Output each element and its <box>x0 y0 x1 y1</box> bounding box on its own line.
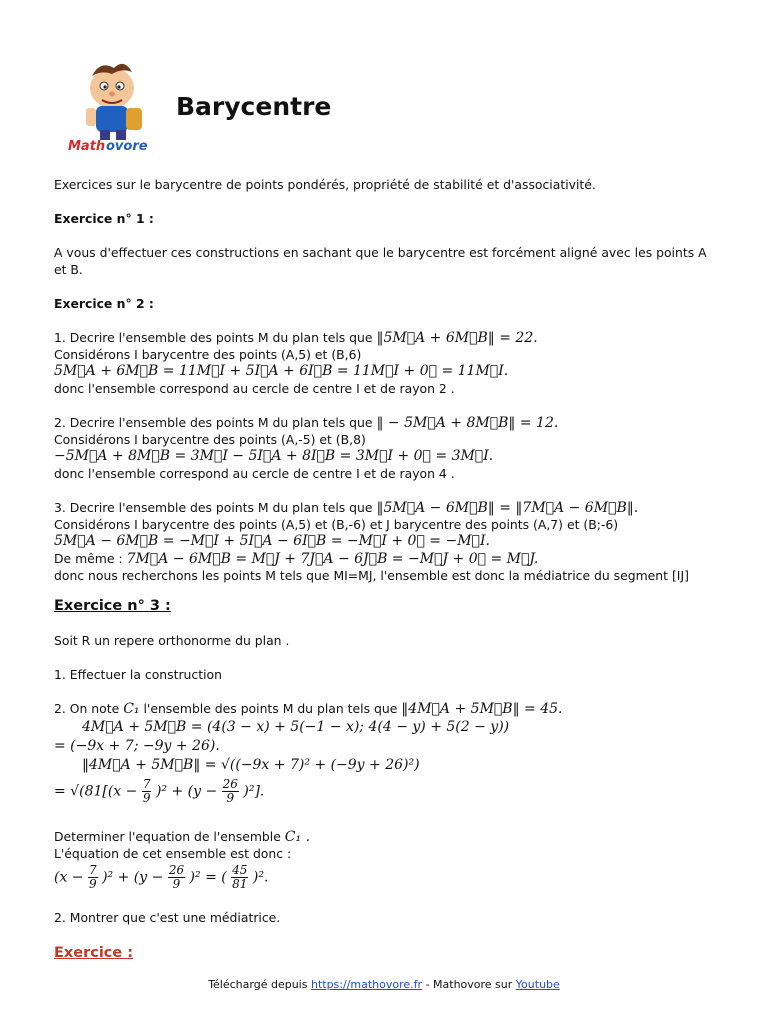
ex3-step2-c1: C₁ <box>123 701 140 717</box>
ex2-q1-considered: Considérons I barycentre des points (A,5) et (B,6) <box>54 347 362 362</box>
ex2-q2-line <box>54 414 558 432</box>
ex3-step2-condition: ‖4M⃗A + 5M⃗B‖ = 45. <box>401 701 563 717</box>
ex2-q2-calculation: −5M⃗A + 8M⃗B = 3M⃗I − 5I⃗A + 8I⃗B = 3M⃗I + 0⃗ = 3M⃗I. <box>54 448 494 464</box>
page-title: Barycentre <box>176 92 332 121</box>
eqf-part-b: )² + (y − <box>102 869 164 886</box>
ex3-final-equation <box>54 864 268 891</box>
ex2-q1-prefix: 1. Decrire l'ensemble des points M du plan tels que <box>54 330 373 345</box>
ex2-q3-prefix: 3. Decrire l'ensemble des points M du plan tels que <box>54 500 373 515</box>
eqf-fraction-2-num: 26 <box>168 863 185 877</box>
eq4-fraction-2 <box>222 778 239 805</box>
footer-middle: - Mathovore sur <box>425 978 513 991</box>
footer-prefix: Téléchargé depuis <box>208 978 308 991</box>
eqf-fraction-2 <box>168 864 185 891</box>
eqf-fraction-2-den: 9 <box>172 877 181 891</box>
ex2-q2-prefix: 2. Decrire l'ensemble des points M du plan tels que <box>54 415 373 430</box>
eq4-fraction-2-den: 9 <box>226 791 235 805</box>
ex2-q1-condition: ‖5M⃗A + 6M⃗B‖ = 22. <box>376 330 538 346</box>
ex3-determine-c1: C₁ . <box>284 829 311 845</box>
ex3-step2-prefix: 2. On note <box>54 701 120 716</box>
exercise-3-heading: Exercice n° 3 : <box>54 598 171 614</box>
ex2-q1-conclusion: donc l'ensemble correspond au cercle de centre I et de rayon 2 . <box>54 381 455 396</box>
ex2-q3-same-line <box>54 550 538 568</box>
eqf-fraction-1-den: 9 <box>89 877 97 891</box>
exercise-1-text-line1: A vous d'effectuer ces constructions en sachant que le barycentre est forcément aligné avec les points A <box>54 245 707 260</box>
ex3-equation-4 <box>54 778 264 805</box>
intro-text: Exercices sur le barycentre de points pondérés, propriété de stabilité et d'associativité. <box>54 177 596 192</box>
ex2-q3-conclusion: donc nous recherchons les points M tels que MI=MJ, l'ensemble est donc la médiatrice du segment [IJ] <box>54 568 689 583</box>
ex3-equation-3: ‖4M⃗A + 5M⃗B‖ = √((−9x + 7)² + (−9y + 26)²) <box>82 757 420 773</box>
ex2-q3-same-calculation: 7M⃗A − 6M⃗B = M⃗J + 7J⃗A − 6J⃗B = −M⃗J + 0⃗ = M⃗J. <box>126 551 539 567</box>
svg-text:ovore: ovore <box>106 139 148 154</box>
ex2-q1-line <box>54 329 538 347</box>
ex2-q3-condition: ‖5M⃗A − 6M⃗B‖ = ‖7M⃗A − 6M⃗B‖. <box>376 500 639 516</box>
ex3-step3: 2. Montrer que c'est une médiatrice. <box>54 910 281 925</box>
exercise-2-heading: Exercice n° 2 : <box>54 296 154 311</box>
eqf-fraction-3-num: 45 <box>232 863 248 877</box>
exercise-1-text-line2: et B. <box>54 262 83 277</box>
ex2-q1-calculation: 5M⃗A + 6M⃗B = 11M⃗I + 5I⃗A + 6I⃗B = 11M⃗I + 0⃗ = 11M⃗I. <box>54 363 509 379</box>
eqf-part-a: (x − <box>54 869 84 886</box>
eq4-part-a: = √(81[(x − <box>54 783 138 800</box>
ex3-equation-intro: L'équation de cet ensemble est donc : <box>54 846 292 861</box>
eqf-part-d: )². <box>252 869 269 886</box>
eq4-fraction-1-den: 9 <box>142 791 151 805</box>
ex3-step2-line <box>54 700 563 718</box>
ex2-q2-considered: Considérons I barycentre des points (A,-5) et (B,8) <box>54 432 366 447</box>
ex3-step2-mid: l'ensemble des points M du plan tels que <box>143 701 398 716</box>
ex3-equation-1: 4M⃗A + 5M⃗B = (4(3 − x) + 5(−1 − x); 4(4 − y) + 5(2 − y)) <box>82 719 510 735</box>
ex3-determine-line <box>54 828 310 846</box>
eqf-fraction-3-den: 81 <box>232 877 248 891</box>
eqf-fraction-1 <box>88 864 98 891</box>
youtube-link[interactable]: Youtube <box>515 978 560 991</box>
eq4-fraction-2-num: 26 <box>222 777 238 791</box>
ex2-q2-condition: ‖ − 5M⃗A + 8M⃗B‖ = 12. <box>376 415 559 431</box>
ex2-q3-calculation: 5M⃗A − 6M⃗B = −M⃗I + 5I⃗A − 6I⃗B = −M⃗I + 0⃗ = −M⃗I. <box>54 533 490 549</box>
ex3-determine-text: Determiner l'equation de l'ensemble <box>54 829 281 844</box>
eq4-part-c: )²]. <box>243 783 265 800</box>
eq4-fraction-1-num: 7 <box>142 777 151 791</box>
ex3-equation-2: = (−9x + 7; −9y + 26). <box>54 738 220 754</box>
ex2-q3-same-prefix: De même : <box>54 551 123 566</box>
eqf-part-c: )² = ( <box>189 869 227 886</box>
eq4-part-b: )² + (y − <box>155 783 218 800</box>
exercise-1-heading: Exercice n° 1 : <box>54 211 154 226</box>
mathovore-logo[interactable] <box>62 58 162 154</box>
ex2-q2-conclusion: donc l'ensemble correspond au cercle de centre I et de rayon 4 . <box>54 466 455 481</box>
page-footer <box>0 978 768 991</box>
eqf-fraction-3 <box>231 864 248 891</box>
ex2-q3-line <box>54 499 638 517</box>
ex3-intro: Soit R un repere orthonorme du plan . <box>54 633 290 648</box>
exercise-4-heading: Exercice : <box>54 945 134 961</box>
eq4-fraction-1 <box>142 778 152 805</box>
ex2-q3-considered: Considérons I barycentre des points (A,5) et (B,-6) et J barycentre des points (A,7) et (B;-6) <box>54 517 619 532</box>
site-link[interactable]: https://mathovore.fr <box>310 978 423 991</box>
eqf-fraction-1-num: 7 <box>89 863 97 877</box>
ex3-step1: 1. Effectuer la construction <box>54 667 222 682</box>
logo-text: Math <box>68 139 106 154</box>
mascot-icon <box>62 58 162 154</box>
